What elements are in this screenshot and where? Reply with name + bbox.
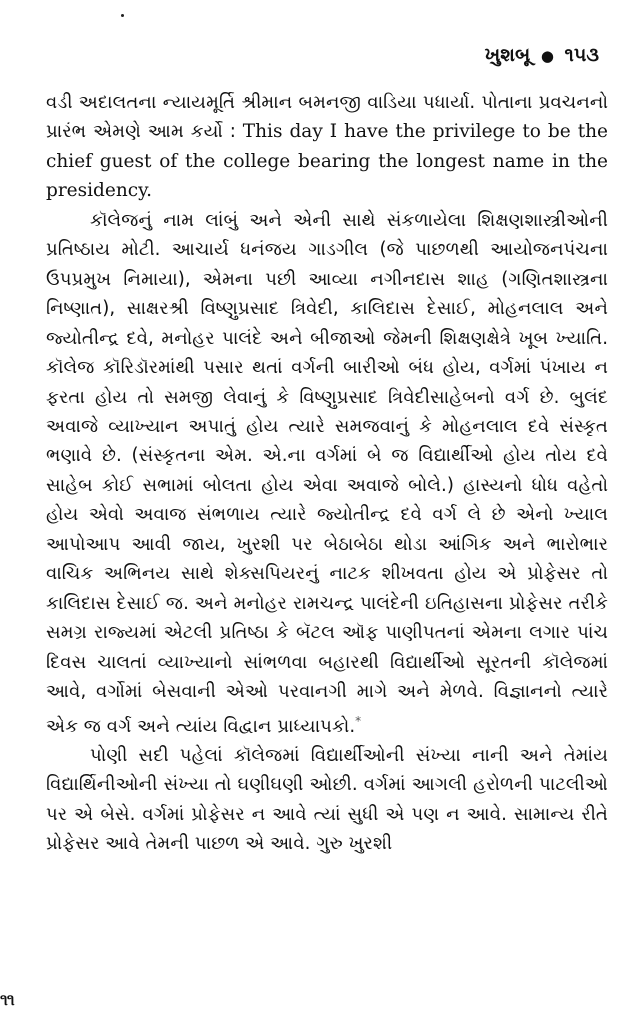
ink-speck [121, 14, 124, 17]
paragraph-2-text: કૉલેજનું નામ લાંબું અને એની સાથે સંકળાયેલા શિક્ષણશાસ્ત્રીઓની પ્રતિષ્ઠાય મોટી. આચાર્ય ધનંજય ગાડગીલ (જે પાછળથી આયોજનપંચના ઉપપ્રમુખ નિમાયા), એમના પછી આવ્યા નગીનદાસ શાહ (ગણિતશાસ્ત્રના નિષ્ણાત), સાક્ષરશ્રી વિષ્ણુપ્રસાદ ત્રિવેદી, કાલિદાસ દેસાઈ, મોહનલાલ અને જ્યોતીન્દ્ર દવે, મનોહર પાલંદે અને બીજાઓ જેમની શિક્ષણક્ષેત્રે ખૂબ ખ્યાતિ. કૉલેજ કૉરિડૉરમાંથી પસાર થતાં વર્ગની બારીઓ બંધ હોય, વર્ગમાં પંખાય ન ફરતા હોય તો સમજી લેવાનું કે વિષ્ણુપ્રસાદ ત્રિવેદીસાહેબનો વર્ગ છે. બુલંદ અવાજે વ્યાખ્યાન અપાતું હોય ત્યારે સમજવાનું કે મોહનલાલ દવે સંસ્કૃત ભણાવે છે. (સંસ્કૃતના એમ. એ.ના વર્ગમાં બે જ વિદ્યાર્થીઓ હોય તોય દવે સાહેબ કોઈ સભામાં બોલતા હોય એવા અવાજે બોલે.) હાસ્યનો ધોધ વહેતો હોય એવો અવાજ સંભળાય ત્યારે જ્યોતીન્દ્ર દવે વર્ગ લે છે એનો ખ્યાલ આપોઆપ આવી જાય, ખુરશી પર બેઠાબેઠા થોડા આંગિક અને ભારોભાર વાચિક અભિનય સાથે શેક્સપિયરનું નાટક શીખવતા હોય એ પ્રોફેસર તો કાલિદાસ દેસાઈ જ. અને મનોહર રામચન્દ્ર પાલંદેની ઇતિહાસના પ્રોફેસર તરીકે સમગ્ર રાજ્યમાં એટલી પ્રતિષ્ઠા કે બૅટલ ઑફ પાણીપતનાં એમના લગાર પાંચ દિવસ ચાલતાં વ્યાખ્યાનો સાંભળવા બહારથી વિદ્યાર્થીઓ સૂરતની કૉલેજમાં આવે, વર્ગોમાં બેસવાની એઓ પરવાનગી માગે અને મેળવે. વિજ્ઞાનનો ત્યારે એક જ વર્ગ અને ત્યાંય વિદ્વાન પ્રાધ્યાપકો. [46, 209, 608, 737]
paragraph-1-english-quote: This day I have the privilege to be the chief guest of the college bearing the longest name in the presidency. [46, 121, 608, 202]
paragraph-1 [46, 88, 608, 206]
corner-mark: ૧૧ [0, 990, 14, 1009]
paragraph-2 [46, 206, 608, 741]
body-text [46, 88, 608, 859]
book-title: ખુશબૂ [484, 44, 531, 66]
paragraph-1-gujarati: વડી અદાલતના ન્યાયમૂર્તિ શ્રીમાન બમનજી વાડિયા પધાર્યા. પોતાના પ્રવચનનો પ્રારંભ એમણે આમ કર્યો : [46, 92, 608, 143]
page-number: ૧૫૩ [564, 44, 599, 66]
header-separator: ● [540, 47, 554, 65]
footnote-mark: * [355, 713, 362, 728]
paragraph-3-text: પોણી સદી પહેલાં કૉલેજમાં વિદ્યાર્થીઓની સંખ્યા નાની અને તેમાંય વિદ્યાર્થિનીઓની સંખ્યા તો ઘણીઘણી ઓછી. વર્ગમાં આગલી હરોળની પાટલીઓ પર એ બેસે. વર્ગમાં પ્રોફેસર ન આવે ત્યાં સુધી એ પણ ન આવે. સામાન્ય રીતે પ્રોફેસર આવે તેમની પાછળ એ આવે. ગુરુ ખુરશી [46, 745, 608, 855]
running-header [485, 44, 599, 66]
paragraph-3 [46, 741, 608, 859]
